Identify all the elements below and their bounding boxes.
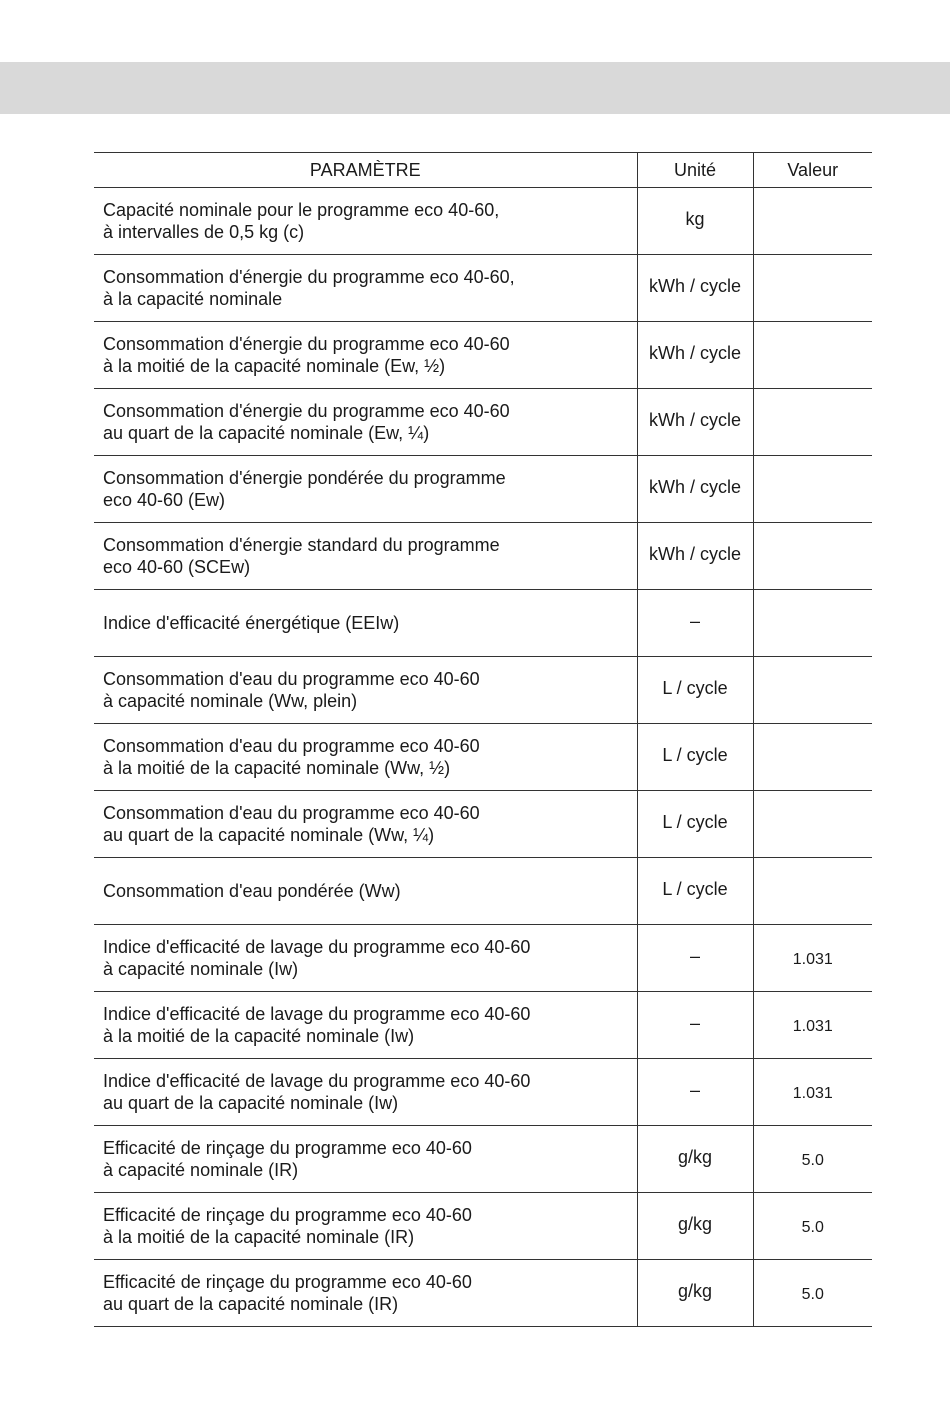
param-cell (94, 791, 637, 858)
table-row (94, 523, 872, 590)
param-label: Consommation d'énergie pondérée du programme eco 40-60 (Ew) (103, 468, 506, 510)
param-cell (94, 858, 637, 925)
unit-cell: L / cycle (637, 858, 753, 925)
param-cell (94, 925, 637, 992)
param-label: Consommation d'eau du programme eco 40-60 à capacité nominale (Ww, plein) (103, 669, 480, 711)
param-label: Consommation d'eau du programme eco 40-60 au quart de la capacité nominale (Ww, ¼) (103, 803, 480, 845)
value-cell (753, 456, 872, 523)
param-cell (94, 590, 637, 657)
value-cell: 1.031 (753, 1059, 872, 1126)
value-cell (753, 523, 872, 590)
param-label: Capacité nominale pour le programme eco 40-60, à intervalles de 0,5 kg (c) (103, 200, 500, 242)
value-cell (753, 590, 872, 657)
value-cell (753, 322, 872, 389)
param-label: Consommation d'eau du programme eco 40-60 à la moitié de la capacité nominale (Ww, ½) (103, 736, 480, 778)
unit-cell: kWh / cycle (637, 456, 753, 523)
table-row (94, 1059, 872, 1126)
param-cell (94, 322, 637, 389)
param-label: Consommation d'énergie standard du programme eco 40-60 (SCEw) (103, 535, 500, 577)
value-cell (753, 657, 872, 724)
value-cell (753, 724, 872, 791)
table-row (94, 1126, 872, 1193)
param-label: Efficacité de rinçage du programme eco 40-60 à capacité nominale (IR) (103, 1138, 472, 1180)
param-cell (94, 724, 637, 791)
table-row (94, 657, 872, 724)
table-row (94, 590, 872, 657)
value-cell: 5.0 (753, 1193, 872, 1260)
unit-cell: kWh / cycle (637, 523, 753, 590)
param-label: Efficacité de rinçage du programme eco 40-60 au quart de la capacité nominale (IR) (103, 1272, 472, 1314)
table-row (94, 992, 872, 1059)
param-label: Indice d'efficacité de lavage du programme eco 40-60 au quart de la capacité nominale (Iw) (103, 1071, 531, 1113)
value-cell (753, 389, 872, 456)
value-cell (753, 188, 872, 255)
unit-cell: kWh / cycle (637, 389, 753, 456)
param-label: Indice d'efficacité énergétique (EEIw) (103, 613, 400, 633)
table-row (94, 322, 872, 389)
param-cell (94, 657, 637, 724)
unit-cell: g/kg (637, 1126, 753, 1193)
param-label: Consommation d'énergie du programme eco 40-60 au quart de la capacité nominale (Ew, ¼) (103, 401, 510, 443)
table-row (94, 1193, 872, 1260)
param-cell (94, 1260, 637, 1327)
param-label: Efficacité de rinçage du programme eco 40-60 à la moitié de la capacité nominale (IR) (103, 1205, 472, 1247)
parameter-table (94, 152, 872, 1327)
param-cell (94, 523, 637, 590)
param-cell (94, 1126, 637, 1193)
unit-cell: – (637, 590, 753, 657)
value-cell: 5.0 (753, 1126, 872, 1193)
param-label: Consommation d'eau pondérée (Ww) (103, 881, 401, 901)
value-cell: 1.031 (753, 925, 872, 992)
param-cell (94, 1059, 637, 1126)
value-cell: 5.0 (753, 1260, 872, 1327)
param-label: Consommation d'énergie du programme eco 40-60 à la moitié de la capacité nominale (Ew, ½) (103, 334, 510, 376)
value-cell (753, 858, 872, 925)
table-row (94, 724, 872, 791)
unit-cell: kWh / cycle (637, 255, 753, 322)
table-row (94, 791, 872, 858)
unit-cell: L / cycle (637, 791, 753, 858)
header-value: Valeur (753, 153, 872, 188)
unit-cell: kWh / cycle (637, 322, 753, 389)
param-cell (94, 992, 637, 1059)
param-label: Indice d'efficacité de lavage du programme eco 40-60 à la moitié de la capacité nominale (Iw) (103, 1004, 531, 1046)
table-row (94, 1260, 872, 1327)
param-label: Indice d'efficacité de lavage du programme eco 40-60 à capacité nominale (Iw) (103, 937, 531, 979)
header-band (0, 62, 950, 114)
unit-cell: – (637, 1059, 753, 1126)
table-row (94, 858, 872, 925)
value-cell (753, 255, 872, 322)
header-parameter: PARAMÈTRE (94, 153, 637, 188)
unit-cell: L / cycle (637, 724, 753, 791)
param-cell (94, 188, 637, 255)
unit-cell: g/kg (637, 1260, 753, 1327)
unit-cell: – (637, 925, 753, 992)
table-row (94, 188, 872, 255)
unit-cell: L / cycle (637, 657, 753, 724)
table-row (94, 255, 872, 322)
param-cell (94, 1193, 637, 1260)
param-cell (94, 456, 637, 523)
header-unit: Unité (637, 153, 753, 188)
table-row (94, 456, 872, 523)
unit-cell: g/kg (637, 1193, 753, 1260)
unit-cell: – (637, 992, 753, 1059)
table-header-row (94, 153, 872, 188)
unit-cell: kg (637, 188, 753, 255)
table-row (94, 925, 872, 992)
param-cell (94, 389, 637, 456)
table-row (94, 389, 872, 456)
param-cell (94, 255, 637, 322)
value-cell (753, 791, 872, 858)
value-cell: 1.031 (753, 992, 872, 1059)
param-label: Consommation d'énergie du programme eco 40-60, à la capacité nominale (103, 267, 515, 309)
